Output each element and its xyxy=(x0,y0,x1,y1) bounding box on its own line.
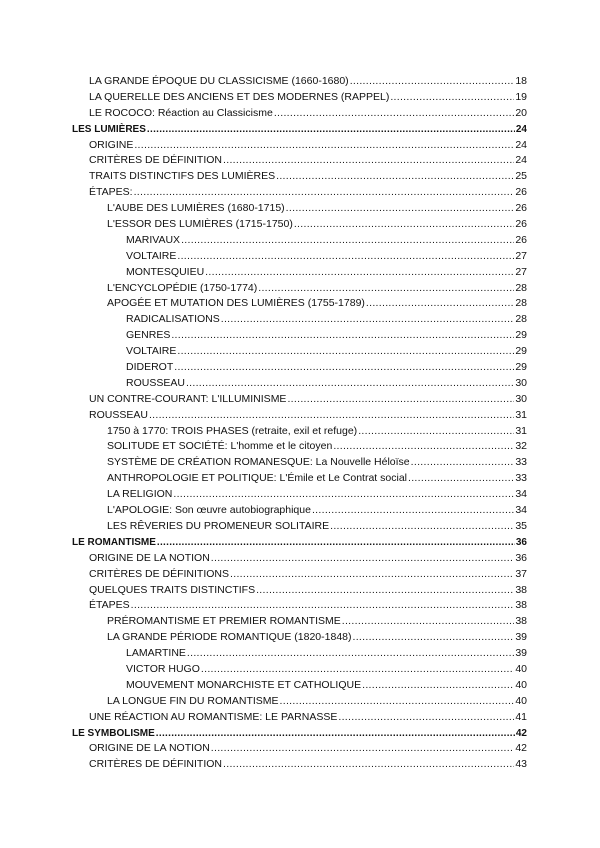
toc-entry xyxy=(72,567,527,583)
toc-entry-page-number: 19 xyxy=(515,90,527,103)
dot-leader xyxy=(134,138,514,154)
toc-section-heading xyxy=(72,535,527,551)
dot-leader xyxy=(187,646,514,662)
toc-entry xyxy=(72,312,527,328)
dot-leader xyxy=(221,312,515,328)
dot-leader xyxy=(177,344,514,360)
toc-entry xyxy=(72,153,527,169)
dot-leader xyxy=(411,455,515,471)
toc-entry-page-number: 42 xyxy=(515,727,527,739)
dot-leader xyxy=(353,630,515,646)
toc-entry-title: MONTESQUIEU xyxy=(126,265,205,278)
toc-entry-title: SYSTÈME DE CRÉATION ROMANESQUE: La Nouvelle Héloïse xyxy=(107,456,410,469)
table-of-contents xyxy=(72,74,527,773)
toc-entry-title: UNE RÉACTION AU ROMANTISME: LE PARNASSE xyxy=(89,710,338,723)
toc-entry-title: 1750 à 1770: TROIS PHASES (retraite, exil et refuge) xyxy=(107,424,358,437)
dot-leader xyxy=(177,249,514,265)
toc-entry-title: LA GRANDE ÉPOQUE DU CLASSICISME (1660-1680) xyxy=(89,75,349,87)
toc-entry-page-number: 43 xyxy=(515,758,527,771)
toc-entry-title: ORIGINE xyxy=(89,138,134,151)
toc-entry-title: ÉTAPES: xyxy=(89,186,133,199)
toc-entry xyxy=(72,185,527,201)
toc-entry xyxy=(72,376,527,392)
toc-entry-title: LAMARTINE xyxy=(126,647,186,660)
toc-entry xyxy=(72,455,527,471)
toc-entry-page-number: 30 xyxy=(515,376,527,389)
toc-entry-title: UN CONTRE-COURANT: L'ILLUMINISME xyxy=(89,392,287,405)
dot-leader xyxy=(201,662,514,678)
toc-entry-title: CRITÈRES DE DÉFINITIONS xyxy=(89,567,230,580)
toc-entry xyxy=(72,741,527,757)
toc-entry-page-number: 35 xyxy=(515,519,527,532)
toc-entry-title: ÉTAPES xyxy=(89,599,130,612)
toc-entry-title: RADICALISATIONS xyxy=(126,313,220,326)
toc-entry-title: L'ESSOR DES LUMIÈRES (1715-1750) xyxy=(107,218,293,231)
toc-entry-title: VOLTAIRE xyxy=(126,345,177,358)
toc-entry-title: PRÉROMANTISME ET PREMIER ROMANTISME xyxy=(107,615,341,628)
toc-entry-title: ROUSSEAU xyxy=(89,408,148,421)
toc-entry-page-number: 28 xyxy=(515,297,527,310)
toc-entry-title: GENRES xyxy=(126,329,171,342)
toc-entry xyxy=(72,757,527,773)
toc-entry-page-number: 29 xyxy=(515,329,527,342)
dot-leader xyxy=(205,265,514,281)
toc-entry-page-number: 38 xyxy=(515,599,527,612)
toc-entry xyxy=(72,710,527,726)
toc-entry xyxy=(72,265,527,281)
dot-leader xyxy=(157,535,515,551)
toc-entry xyxy=(72,217,527,233)
dot-leader xyxy=(390,90,514,106)
toc-entry xyxy=(72,233,527,249)
toc-entry-title: ORIGINE DE LA NOTION xyxy=(89,742,210,755)
toc-entry xyxy=(72,583,527,599)
toc-entry xyxy=(72,169,527,185)
toc-entry-title: L'AUBE DES LUMIÈRES (1680-1715) xyxy=(107,202,285,215)
toc-entry-title: LE ROCOCO: Réaction au Classicisme xyxy=(89,106,273,119)
dot-leader xyxy=(258,281,514,297)
toc-entry xyxy=(72,328,527,344)
toc-entry xyxy=(72,646,527,662)
toc-entry-title: ANTHROPOLOGIE ET POLITIQUE: L'Émile et Le Contrat social xyxy=(107,472,407,485)
toc-entry-page-number: 26 xyxy=(515,218,527,231)
toc-entry-page-number: 25 xyxy=(515,170,527,183)
dot-leader xyxy=(223,153,514,169)
toc-entry xyxy=(72,551,527,567)
dot-leader xyxy=(156,726,515,742)
toc-entry xyxy=(72,503,527,519)
toc-entry xyxy=(72,360,527,376)
toc-entry xyxy=(72,630,527,646)
toc-entry xyxy=(72,487,527,503)
dot-leader xyxy=(181,233,514,249)
toc-entry-page-number: 32 xyxy=(515,440,527,453)
dot-leader xyxy=(223,757,514,773)
toc-entry xyxy=(72,678,527,694)
dot-leader xyxy=(286,201,515,217)
toc-entry-title: L'APOLOGIE: Son œuvre autobiographique xyxy=(107,504,311,517)
toc-entry-page-number: 38 xyxy=(515,615,527,628)
dot-leader xyxy=(149,408,514,424)
toc-entry xyxy=(72,249,527,265)
toc-entry-page-number: 41 xyxy=(515,710,527,723)
toc-entry xyxy=(72,598,527,614)
toc-entry-page-number: 36 xyxy=(515,551,527,564)
toc-entry-page-number: 28 xyxy=(515,281,527,294)
toc-entry-page-number: 40 xyxy=(515,694,527,707)
toc-entry-page-number: 31 xyxy=(515,424,527,437)
dot-leader xyxy=(362,678,514,694)
toc-entry-page-number: 26 xyxy=(515,233,527,246)
toc-entry-title: VICTOR HUGO xyxy=(126,662,200,675)
dot-leader xyxy=(186,376,514,392)
toc-entry-page-number: 37 xyxy=(515,567,527,580)
toc-entry-title: MOUVEMENT MONARCHISTE ET CATHOLIQUE xyxy=(126,678,362,691)
toc-entry-title: MARIVAUX xyxy=(126,233,181,246)
toc-entry-page-number: 18 xyxy=(515,75,527,87)
toc-entry xyxy=(72,106,527,122)
dot-leader xyxy=(366,296,514,312)
toc-entry-title: ORIGINE DE LA NOTION xyxy=(89,551,210,564)
toc-entry-title: LA RELIGION xyxy=(107,488,173,501)
toc-entry-title: QUELQUES TRAITS DISTINCTIFS xyxy=(89,583,256,596)
toc-entry-page-number: 39 xyxy=(515,631,527,644)
dot-leader xyxy=(211,741,515,757)
toc-entry xyxy=(72,392,527,408)
toc-entry-page-number: 40 xyxy=(515,678,527,691)
toc-entry-page-number: 28 xyxy=(515,313,527,326)
dot-leader xyxy=(350,74,515,90)
toc-entry-title: ROUSSEAU xyxy=(126,376,185,389)
dot-leader xyxy=(256,583,514,599)
toc-section-heading xyxy=(72,726,527,742)
toc-entry-page-number: 24 xyxy=(515,138,527,151)
dot-leader xyxy=(174,360,514,376)
toc-entry-page-number: 24 xyxy=(515,154,527,167)
toc-entry xyxy=(72,614,527,630)
dot-leader xyxy=(338,710,514,726)
toc-entry-title: LES LUMIÈRES xyxy=(72,123,146,135)
toc-entry-page-number: 34 xyxy=(515,488,527,501)
toc-entry-page-number: 38 xyxy=(515,583,527,596)
toc-entry-title: TRAITS DISTINCTIFS DES LUMIÈRES xyxy=(89,170,276,183)
dot-leader xyxy=(330,519,514,535)
toc-entry xyxy=(72,408,527,424)
toc-entry-page-number: 29 xyxy=(515,361,527,374)
toc-entry-title: L'ENCYCLOPÉDIE (1750-1774) xyxy=(107,281,258,294)
toc-entry-title: LE ROMANTISME xyxy=(72,536,156,548)
toc-entry xyxy=(72,471,527,487)
dot-leader xyxy=(276,169,514,185)
toc-entry xyxy=(72,519,527,535)
dot-leader xyxy=(274,106,515,122)
toc-entry-page-number: 40 xyxy=(515,662,527,675)
toc-entry-page-number: 42 xyxy=(515,742,527,755)
toc-entry-title: DIDEROT xyxy=(126,361,174,374)
toc-entry xyxy=(72,344,527,360)
dot-leader xyxy=(408,471,514,487)
toc-entry-title: SOLITUDE ET SOCIÉTÉ: L'homme et le citoyen xyxy=(107,440,333,453)
dot-leader xyxy=(230,567,514,583)
toc-entry-page-number: 29 xyxy=(515,345,527,358)
toc-entry xyxy=(72,281,527,297)
dot-leader xyxy=(312,503,514,519)
toc-entry xyxy=(72,201,527,217)
toc-entry-title: CRITÈRES DE DÉFINITION xyxy=(89,154,223,167)
toc-entry-title: CRITÈRES DE DÉFINITION xyxy=(89,758,223,771)
toc-entry-title: LA GRANDE PÉRIODE ROMANTIQUE (1820-1848) xyxy=(107,631,352,644)
dot-leader xyxy=(131,598,515,614)
dot-leader xyxy=(333,439,514,455)
toc-entry-page-number: 39 xyxy=(515,647,527,660)
dot-leader xyxy=(211,551,515,567)
toc-entry-page-number: 31 xyxy=(515,408,527,421)
toc-entry-page-number: 36 xyxy=(515,536,527,548)
toc-entry-page-number: 26 xyxy=(515,202,527,215)
dot-leader xyxy=(171,328,514,344)
toc-entry-page-number: 26 xyxy=(515,186,527,199)
toc-section-heading xyxy=(72,122,527,138)
toc-entry-page-number: 27 xyxy=(515,265,527,278)
toc-entry-title: APOGÉE ET MUTATION DES LUMIÈRES (1755-1789) xyxy=(107,297,365,310)
dot-leader xyxy=(287,392,514,408)
toc-entry xyxy=(72,90,527,106)
toc-entry-page-number: 30 xyxy=(515,392,527,405)
toc-entry xyxy=(72,439,527,455)
dot-leader xyxy=(358,424,514,440)
toc-entry-page-number: 20 xyxy=(515,106,527,119)
dot-leader xyxy=(147,122,515,138)
toc-entry-title: LE SYMBOLISME xyxy=(72,727,155,739)
toc-entry xyxy=(72,662,527,678)
dot-leader xyxy=(280,694,515,710)
dot-leader xyxy=(173,487,514,503)
toc-entry-title: LA LONGUE FIN DU ROMANTISME xyxy=(107,694,279,707)
toc-entry-page-number: 27 xyxy=(515,249,527,262)
toc-entry-title: LES RÊVERIES DU PROMENEUR SOLITAIRE xyxy=(107,519,330,532)
toc-entry xyxy=(72,138,527,154)
dot-leader xyxy=(294,217,514,233)
toc-entry xyxy=(72,296,527,312)
toc-entry-page-number: 34 xyxy=(515,504,527,517)
toc-entry xyxy=(72,694,527,710)
toc-entry-title: VOLTAIRE xyxy=(126,249,177,262)
toc-entry-page-number: 24 xyxy=(515,123,527,135)
dot-leader xyxy=(342,614,515,630)
toc-entry xyxy=(72,424,527,440)
toc-entry xyxy=(72,74,527,90)
toc-entry-page-number: 33 xyxy=(515,472,527,485)
dot-leader xyxy=(134,185,515,201)
toc-entry-title: LA QUERELLE DES ANCIENS ET DES MODERNES (RAPPEL) xyxy=(89,90,390,103)
toc-entry-page-number: 33 xyxy=(515,456,527,469)
